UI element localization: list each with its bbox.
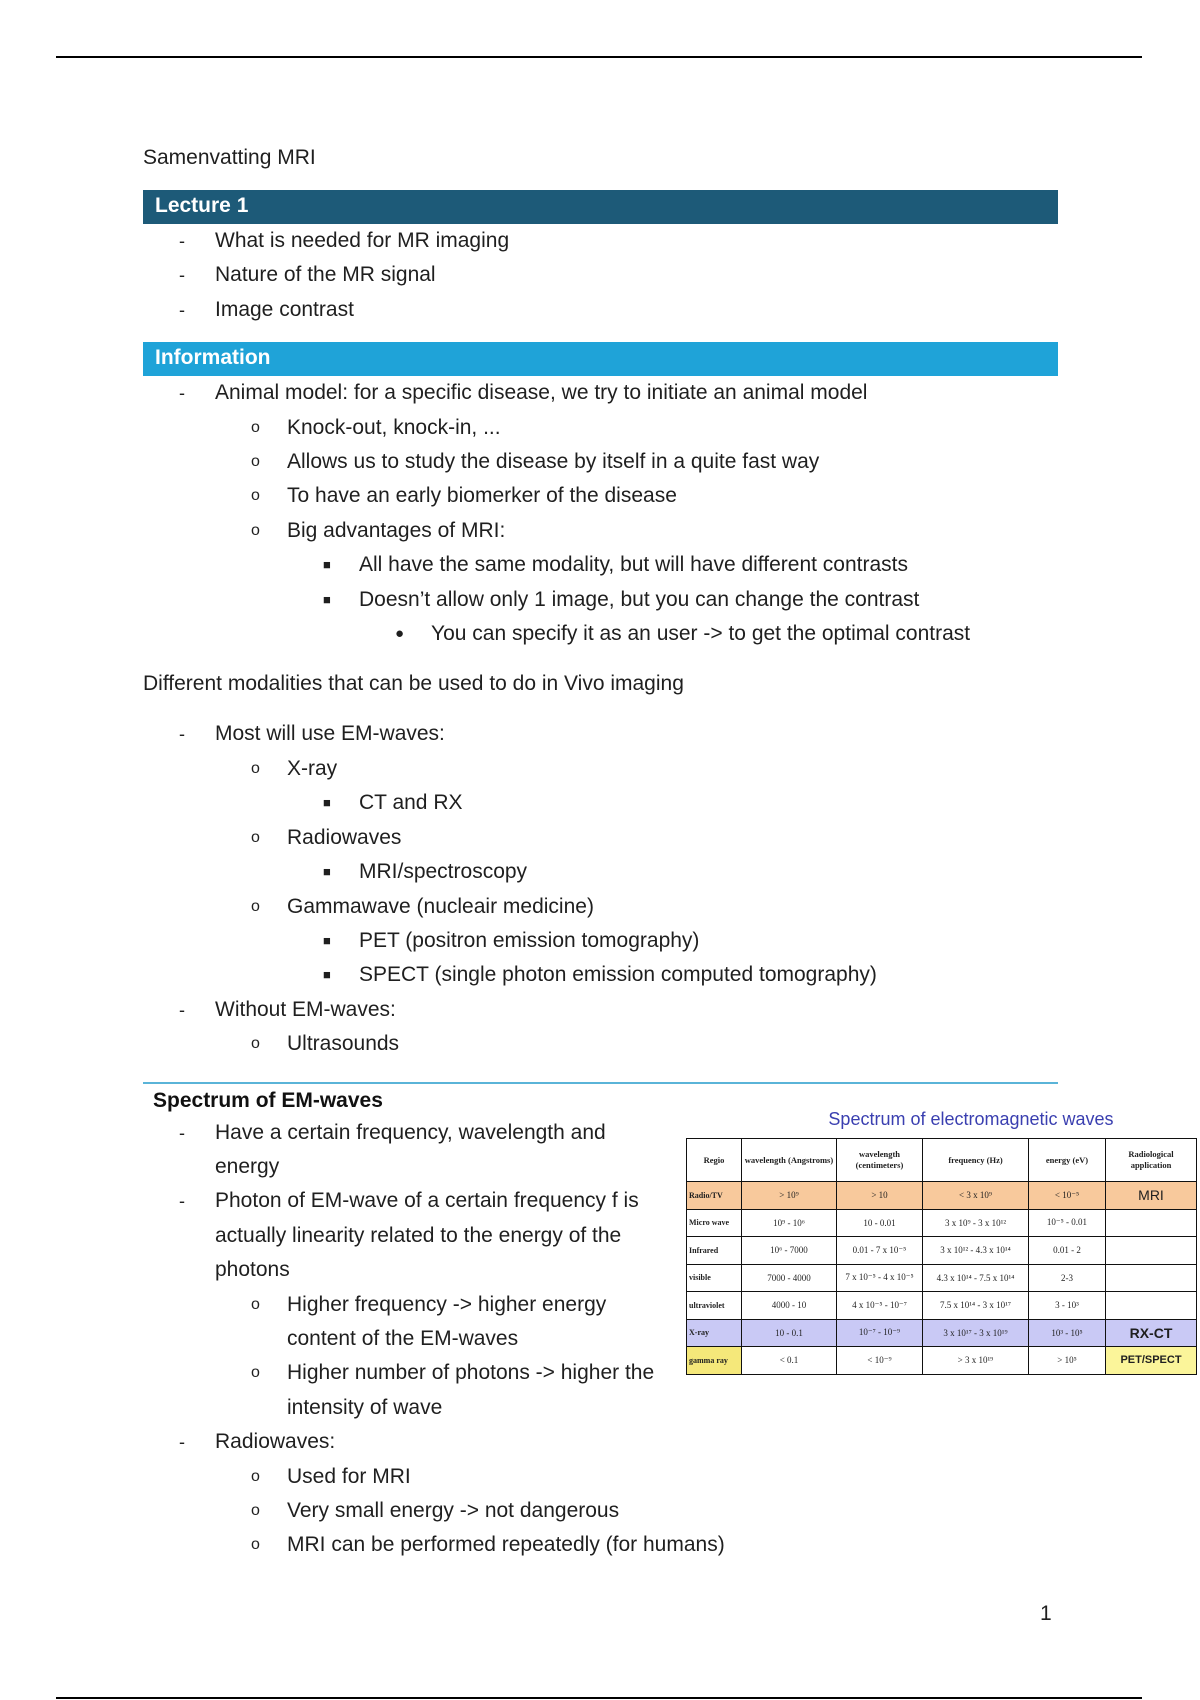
spectrum-list xyxy=(143,1116,663,1426)
list-item: - Image contrast xyxy=(179,297,354,321)
table-cell: < 3 x 10⁹ xyxy=(923,1182,1029,1210)
table-row xyxy=(687,1292,1197,1320)
em-spectrum-table xyxy=(686,1138,1197,1375)
table-cell: 3 x 10¹² - 4.3 x 10¹⁴ xyxy=(923,1237,1029,1265)
list-item: - Nature of the MR signal xyxy=(179,263,436,287)
table-cell: > 3 x 10¹⁹ xyxy=(923,1347,1029,1375)
table-cell: 0.01 - 2 xyxy=(1029,1237,1106,1265)
table-header: Radiological application xyxy=(1106,1139,1197,1182)
table-cell: 0.01 - 7 x 10⁻⁵ xyxy=(837,1237,923,1265)
list-item: ■ MRI/spectroscopy xyxy=(323,860,528,884)
list-item: o MRI can be performed repeatedly (for humans) xyxy=(251,1533,725,1557)
bottom-rule xyxy=(56,1697,1142,1699)
table-cell: 10⁻⁷ - 10⁻⁹ xyxy=(837,1319,923,1347)
table-cell: 10³ - 10⁵ xyxy=(1029,1319,1106,1347)
list-item: ■ PET (positron emission tomography) xyxy=(323,928,700,952)
table-row xyxy=(687,1347,1197,1375)
table-cell: MRI xyxy=(1106,1182,1197,1210)
table-header: wavelength (Angstroms) xyxy=(742,1139,837,1182)
em-spectrum-figure xyxy=(686,1108,1196,1375)
list-item: - Photon of EM-wave of a certain frequency f is actually linearity related to the energy of the photons xyxy=(179,1189,639,1282)
modalities-list xyxy=(143,717,1058,1061)
table-cell: 3 x 10⁹ - 3 x 10¹² xyxy=(923,1209,1029,1237)
list-item: ■ Doesn’t allow only 1 image, but you can change the contrast xyxy=(323,587,920,611)
list-item: o Very small energy -> not dangerous xyxy=(251,1499,620,1522)
list-item: o To have an early biomerker of the disease xyxy=(251,484,677,508)
modalities-intro: Different modalities that can be used to do in Vivo imaging xyxy=(143,672,684,696)
lecture-list xyxy=(143,224,1058,327)
em-table-title: Spectrum of electromagnetic waves xyxy=(828,1109,1114,1129)
list-item: o Radiowaves xyxy=(251,825,402,849)
table-cell: 4.3 x 10¹⁴ - 7.5 x 10¹⁴ xyxy=(923,1264,1029,1292)
list-item: - Most will use EM-waves: xyxy=(179,722,445,746)
table-cell: 10 - 0.1 xyxy=(742,1319,837,1347)
spectrum-heading: Spectrum of EM-waves xyxy=(143,1082,1058,1116)
list-item: o Big advantages of MRI: xyxy=(251,518,506,542)
lecture-heading: Lecture 1 xyxy=(143,190,1058,224)
table-cell: Infrared xyxy=(687,1237,742,1265)
list-item: ■ SPECT (single photon emission computed tomography) xyxy=(323,963,877,987)
table-cell: > 10⁵ xyxy=(1029,1347,1106,1375)
table-row xyxy=(687,1264,1197,1292)
table-row xyxy=(687,1209,1197,1237)
page-number: 1 xyxy=(1040,1602,1052,1625)
table-cell: 10⁹ - 10⁶ xyxy=(742,1209,837,1237)
table-cell: 3 - 10³ xyxy=(1029,1292,1106,1320)
table-cell: Micro wave xyxy=(687,1209,742,1237)
information-heading: Information xyxy=(143,342,1058,376)
table-cell: 4 x 10⁻⁵ - 10⁻⁷ xyxy=(837,1292,923,1320)
list-item: ■ CT and RX xyxy=(323,791,463,815)
list-item: ● You can specify it as an user -> to get the optimal contrast xyxy=(395,622,971,646)
table-cell: ultraviolet xyxy=(687,1292,742,1320)
list-item: - Radiowaves: xyxy=(179,1430,336,1454)
table-row xyxy=(687,1319,1197,1347)
table-cell: 4000 - 10 xyxy=(742,1292,837,1320)
document-title: Samenvatting MRI xyxy=(143,146,316,169)
list-item: - Without EM-waves: xyxy=(179,997,396,1021)
list-item: o Higher frequency -> higher energy content of the EM-waves xyxy=(251,1292,607,1350)
table-cell: 10 - 0.01 xyxy=(837,1209,923,1237)
table-cell: gamma ray xyxy=(687,1347,742,1375)
table-cell: 3 x 10¹⁷ - 3 x 10¹⁹ xyxy=(923,1319,1029,1347)
top-rule xyxy=(56,56,1142,58)
table-row xyxy=(687,1237,1197,1265)
table-header: energy (eV) xyxy=(1029,1139,1106,1182)
table-header: wavelength (centimeters) xyxy=(837,1139,923,1182)
list-item: o Higher number of photons -> higher the intensity of wave xyxy=(251,1361,655,1419)
table-header: frequency (Hz) xyxy=(923,1139,1029,1182)
table-cell: X-ray xyxy=(687,1319,742,1347)
table-cell: 7000 - 4000 xyxy=(742,1264,837,1292)
table-cell: RX-CT xyxy=(1106,1319,1197,1347)
table-cell: visible xyxy=(687,1264,742,1292)
table-cell: Radio/TV xyxy=(687,1182,742,1210)
list-item: o Gammawave (nucleair medicine) xyxy=(251,894,594,918)
information-list xyxy=(143,376,1058,651)
list-item: ■ All have the same modality, but will have different contrasts xyxy=(323,553,908,577)
list-item: o Ultrasounds xyxy=(251,1032,400,1056)
table-cell: 7 x 10⁻⁵ - 4 x 10⁻⁵ xyxy=(837,1264,923,1292)
table-cell: > 10 xyxy=(837,1182,923,1210)
table-cell xyxy=(1106,1264,1197,1292)
table-cell xyxy=(1106,1292,1197,1320)
table-row xyxy=(687,1182,1197,1210)
table-header-row xyxy=(687,1139,1197,1182)
table-cell xyxy=(1106,1237,1197,1265)
table-cell: < 10⁻⁵ xyxy=(1029,1182,1106,1210)
table-cell: < 10⁻⁹ xyxy=(837,1347,923,1375)
list-item: - Have a certain frequency, wavelength and energy xyxy=(179,1120,606,1178)
table-cell: > 10⁹ xyxy=(742,1182,837,1210)
table-header: Regio xyxy=(687,1139,742,1182)
list-item: o Used for MRI xyxy=(251,1464,411,1488)
radiowaves-list xyxy=(143,1425,1058,1563)
list-item: o Knock-out, knock-in, ... xyxy=(251,415,501,439)
list-item: - What is needed for MR imaging xyxy=(179,229,510,252)
table-cell: PET/SPECT xyxy=(1106,1347,1197,1375)
table-cell: 7.5 x 10¹⁴ - 3 x 10¹⁷ xyxy=(923,1292,1029,1320)
list-item: o X-ray xyxy=(251,756,338,780)
table-cell xyxy=(1106,1209,1197,1237)
list-item: o Allows us to study the disease by itself in a quite fast way xyxy=(251,450,820,474)
table-cell: 2-3 xyxy=(1029,1264,1106,1292)
list-item: - Animal model: for a specific disease, we try to initiate an animal model xyxy=(179,381,868,405)
table-cell: < 0.1 xyxy=(742,1347,837,1375)
table-cell: 10⁶ - 7000 xyxy=(742,1237,837,1265)
table-cell: 10⁻⁵ - 0.01 xyxy=(1029,1209,1106,1237)
